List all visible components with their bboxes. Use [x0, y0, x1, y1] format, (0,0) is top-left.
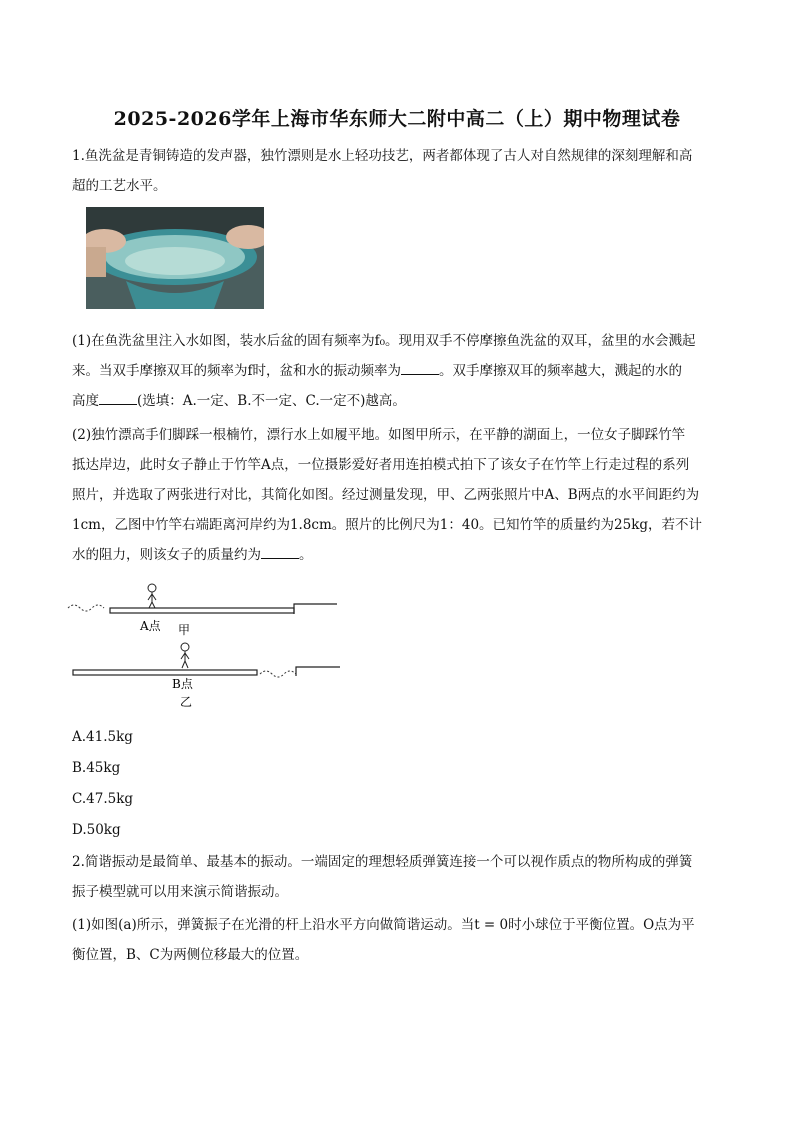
figure-label-a: A点	[140, 619, 161, 633]
q1-intro-line1: 1.鱼洗盆是青铜铸造的发声器，独竹漂则是水上轻功技艺，两者都体现了古人对自然规律的深刻理解和高	[72, 148, 693, 164]
q1-part1-line3-a: 高度	[72, 393, 99, 409]
figure-label-jia: 甲	[178, 623, 191, 637]
q1-part2-line1: (2)独竹漂高手们脚踩一根楠竹，漂行水上如履平地。如图甲所示，在平静的湖面上，一位女子脚踩竹竿	[72, 427, 686, 443]
option-b[interactable]: B.45kg	[72, 760, 121, 776]
answer-blank-1	[401, 360, 439, 375]
q1-part2-line5-b: 。	[299, 547, 313, 563]
option-a[interactable]: A.41.5kg	[72, 729, 133, 745]
q1-intro-line2: 超的工艺水平。	[72, 178, 167, 194]
answer-blank-3	[261, 544, 299, 559]
option-c[interactable]: C.47.5kg	[72, 791, 134, 807]
q1-part1-line2-a: 来。当双手摩擦双耳的频率为f时，盆和水的振动频率为	[72, 363, 401, 379]
q1-part2-line5	[72, 540, 722, 570]
q1-part1-line1: (1)在鱼洗盆里注入水如图，装水后盆的固有频率为f₀。现用双手不停摩擦鱼洗盆的双耳，盆里的水会溅起	[72, 333, 696, 349]
q2-intro-line1: 2.简谐振动是最简单、最基本的振动。一端固定的理想轻质弹簧连接一个可以视作质点的物所构成的弹簧	[72, 854, 693, 870]
fish-basin-photo	[86, 207, 264, 309]
exam-title: 2025-2026学年上海市华东师大二附中高二（上）期中物理试卷	[113, 108, 681, 130]
q2-intro-line2: 振子模型就可以用来演示简谐振动。	[72, 884, 288, 900]
q1-part2-line3: 照片，并选取了两张进行对比，其简化如图。经过测量发现，甲、乙两张照片中A、B两点的水平间距约为	[72, 487, 700, 503]
q2-part1-line2: 衡位置，B、C为两侧位移最大的位置。	[72, 947, 309, 963]
q1-part1-line2-b: 。双手摩擦双耳的频率越大，溅起的水的	[439, 363, 682, 379]
figure-label-yi: 乙	[180, 695, 193, 709]
q1-part1-line3	[72, 386, 722, 416]
figure-label-b: B点	[172, 677, 193, 691]
q1-part1-line3-b: (选填：A.一定、B.不一定、C.一定不)越高。	[137, 393, 406, 409]
q1-part2-line5-a: 水的阻力，则该女子的质量约为	[72, 547, 261, 563]
answer-blank-2	[99, 390, 137, 405]
q1-part2-line2: 抵达岸边，此时女子静止于竹竿A点，一位摄影爱好者用连拍模式拍下了该女子在竹竿上行走过程的系列	[72, 457, 690, 473]
q1-part1-line2	[72, 356, 722, 386]
bamboo-pole-figure	[64, 578, 354, 712]
q2-part1-line1: (1)如图(a)所示，弹簧振子在光滑的杆上沿水平方向做简谐运动。当t = 0时小球位于平衡位置。O点为平	[72, 917, 695, 933]
q1-part2-line4: 1cm，乙图中竹竿右端距离河岸约为1.8cm。照片的比例尺为1：40。已知竹竿的质量约为25kg，若不计	[72, 517, 703, 533]
option-d[interactable]: D.50kg	[72, 822, 121, 838]
